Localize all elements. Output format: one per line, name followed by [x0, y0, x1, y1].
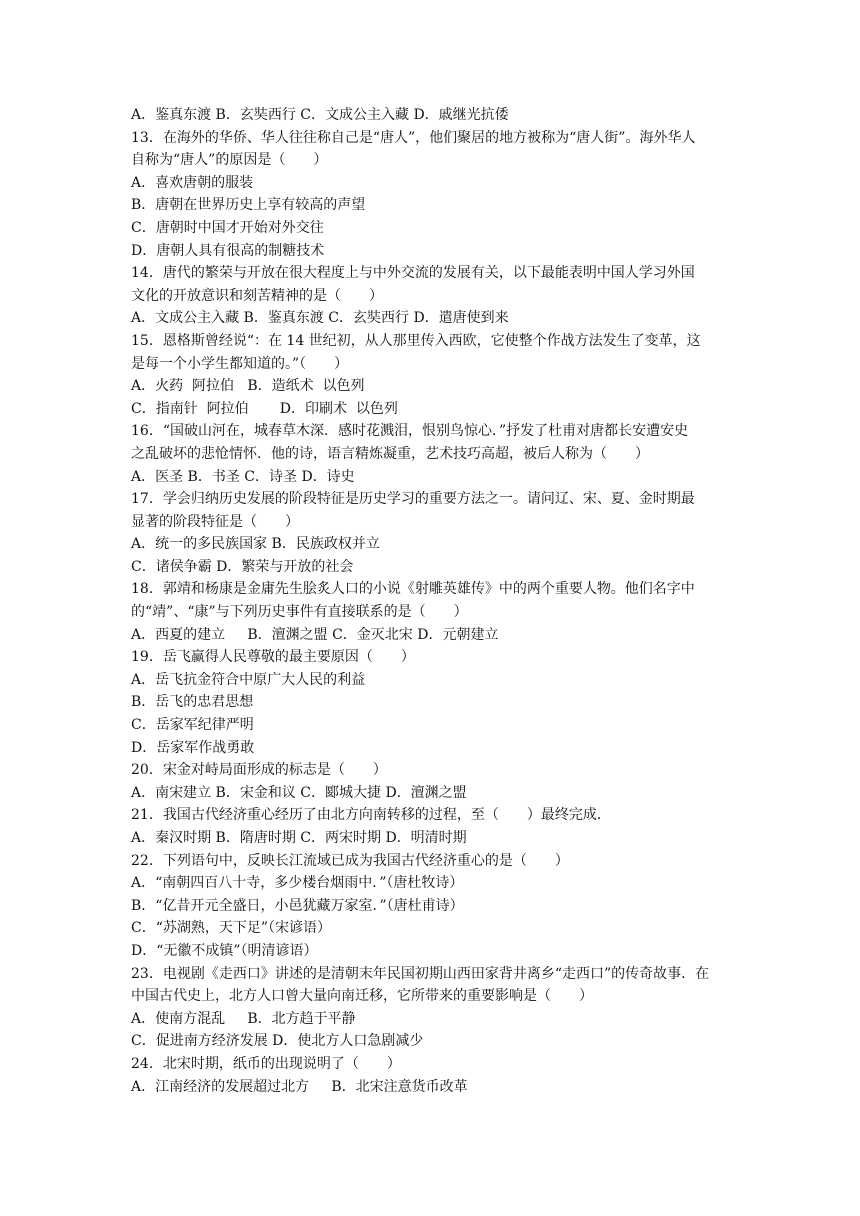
option-line: A．江南经济的发展超过北方 B．北宋注意货币改革: [131, 1078, 468, 1095]
option-line: A．火药 阿拉伯 B．造纸术 以色列: [131, 378, 365, 395]
option-line: B．“亿昔开元全盛日，小邑犹藏万家室．”（唐杜甫诗）: [131, 897, 464, 914]
option-line: A．“南朝四百八十寺，多少楼台烟雨中．”（唐杜牧诗）: [131, 875, 464, 892]
option-line: A．岳飞抗金符合中原广大人民的利益: [131, 671, 366, 688]
option-line: D．唐朝人具有很高的制糖技术: [131, 242, 325, 259]
text-line: 文化的开放意识和刻苦精神的是（ ）: [131, 287, 383, 304]
option-line: A．南宋建立 B．宋金和议 C．郾城大捷 D．澶渊之盟: [131, 784, 467, 801]
option-line: B．岳飞的忠君思想: [131, 694, 254, 711]
option-line: D．“无徽不成镇”（明清谚语）: [131, 942, 318, 959]
text-line: A．鉴真东渡 B．玄奘西行 C．文成公主入藏 D．戚继光抗倭: [131, 107, 509, 123]
question-21: 21．我国古代经济重心经历了由北方向南转移的过程，至（ ）最终完成．: [131, 807, 611, 824]
question-13: 13．在海外的华侨、华人往往称自己是“唐人”，他们聚居的地方被称为“唐人街”。海外华人: [131, 129, 696, 146]
question-16: 16．“国破山河在，城春草木深．感时花溅泪，恨别鸟惊心．”抒发了杜甫对唐都长安遭安史: [131, 423, 689, 440]
text-line: 显著的阶段特征是（ ）: [131, 513, 299, 530]
question-19: 19．岳飞赢得人民尊敬的最主要原因（ ）: [131, 649, 415, 666]
option-line: A．使南方混乱 B．北方趋于平静: [131, 1010, 356, 1027]
option-line: C．促进南方经济发展 D．使北方人口急剧减少: [131, 1033, 424, 1050]
option-line: C．指南针 阿拉伯 D．印刷术 以色列: [131, 400, 398, 417]
question-14: 14．唐代的繁荣与开放在很大程度上与中外交流的发展有关，以下最能表明中国人学习外国: [131, 265, 695, 282]
option-line: C．唐朝时中国才开始对外交往: [131, 219, 324, 236]
option-line: A．统一的多民族国家 B．民族政权并立: [131, 536, 380, 553]
question-15: 15．恩格斯曾经说“：在 14 世纪初，从人那里传入西欧，它使整个作战方法发生了变革，这: [131, 332, 701, 349]
text-line: 自称为“唐人”的原因是（ ）: [131, 152, 328, 169]
question-24: 24．北宋时期，纸币的出现说明了（ ）: [131, 1055, 401, 1072]
option-line: C．“苏湖熟，天下足”（宋谚语）: [131, 920, 332, 937]
option-line: D．岳家军作战勇敢: [131, 739, 255, 756]
option-line: A．西夏的建立 B．澶渊之盟 C．金灭北宋 D．元朝建立: [131, 626, 499, 643]
option-line: C．岳家军纪律严明: [131, 717, 254, 734]
option-line: A．秦汉时期 B．隋唐时期 C．两宋时期 D．明清时期: [131, 830, 467, 846]
document-page: [131, 104, 741, 1098]
question-17: 17．学会归纳历史发展的阶段特征是历史学习的重要方法之一。请问辽、宋、夏、金时期最: [131, 491, 695, 508]
question-18: 18．郭靖和杨康是金庸先生脍炙人口的小说《射雕英雄传》中的两个重要人物。他们名字中: [131, 581, 695, 598]
option-line: A．医圣 B．书圣 C．诗圣 D．诗史: [131, 468, 355, 485]
question-22: 22．下列语句中，反映长江流域已成为我国古代经济重心的是（ ）: [131, 852, 569, 869]
option-line: B．唐朝在世界历史上享有较高的声望: [131, 197, 366, 214]
text-line: 之乱破坏的悲怆情怀．他的诗，语言精炼凝重，艺术技巧高超，被后人称为（ ）: [131, 445, 649, 462]
option-line: C．诸侯争霸 D．繁荣与开放的社会: [131, 558, 354, 575]
option-line: A．文成公主入藏 B．鉴真东渡 C．玄奘西行 D．遣唐使到来: [131, 310, 509, 327]
option-line: A．喜欢唐朝的服装: [131, 174, 254, 191]
question-20: 20．宋金对峙局面形成的标志是（ ）: [131, 762, 387, 779]
text-line: 中国古代史上，北方人口曾大量向南迁移，它所带来的重要影响是（ ）: [131, 988, 593, 1005]
text-line: 是每一个小学生都知道的。”（ ）: [131, 355, 349, 372]
text-line: 的“靖”、“康”与下列历史事件有直接联系的是（ ）: [131, 604, 468, 621]
question-23: 23．电视剧《走西口》讲述的是清朝末年民国初期山西田家背井离乡“走西口”的传奇故事．在: [131, 965, 710, 982]
